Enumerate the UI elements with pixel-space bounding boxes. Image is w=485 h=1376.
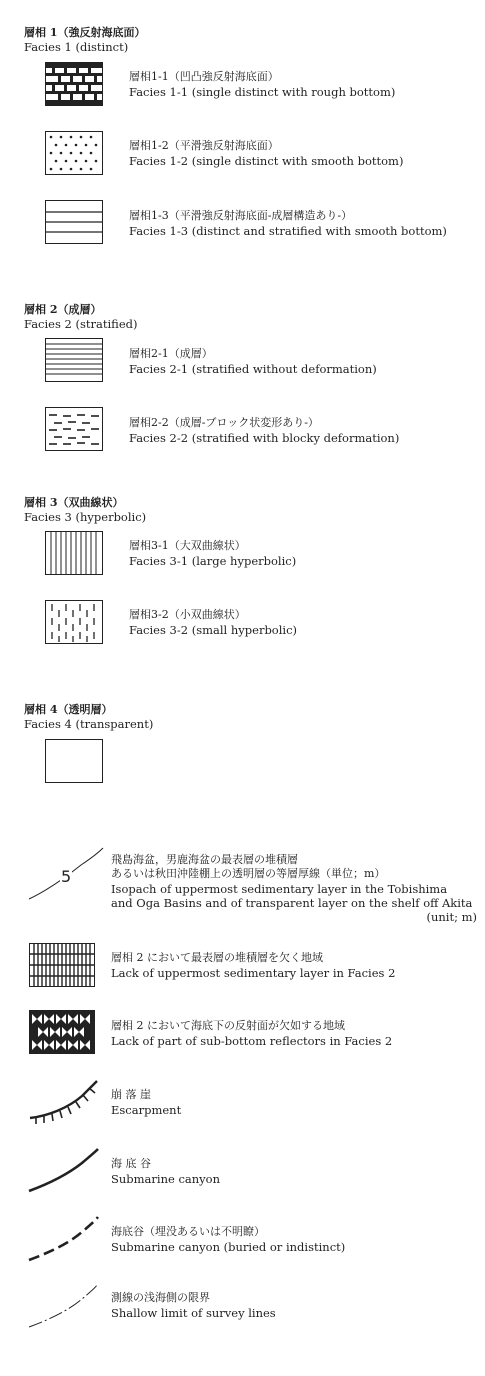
- pattern-small-hyperbolic-icon: [45, 600, 103, 644]
- buried-canyon-label-en: Submarine canyon (buried or indistinct): [111, 1240, 346, 1254]
- submarine-canyon-icon: [26, 1146, 102, 1196]
- isopach-value: 5: [61, 867, 72, 886]
- facies4-title-en: Facies 4 (transparent): [24, 717, 154, 731]
- facies2-1-label-en: Facies 2-1 (stratified without deformation): [129, 362, 377, 376]
- pattern-blocky-deformation-icon: [45, 407, 103, 451]
- facies2-title-jp: 層相 2（成層）: [24, 303, 102, 316]
- lack-uppermost-label-en: Lack of uppermost sedimentary layer in Facies 2: [111, 966, 396, 980]
- canyon-label-jp: 海 底 谷: [111, 1157, 151, 1170]
- facies3-1-label-en: Facies 3-1 (large hyperbolic): [129, 554, 297, 568]
- facies1-3-label-jp: 層相1-3（平滑強反射海底面-成層構造あり-）: [129, 209, 353, 222]
- facies3-2-label-en: Facies 3-2 (small hyperbolic): [129, 623, 298, 637]
- lack-reflectors-label-en: Lack of part of sub-bottom reflectors in Facies 2: [111, 1034, 393, 1048]
- isopach-unit: (unit; m): [426, 910, 477, 924]
- isopach-label-jp-1: 飛島海盆，男鹿海盆の最表層の堆積層: [111, 853, 298, 866]
- isopach-label-en-2: and Oga Basins and of transparent layer on the shelf off Akita: [111, 896, 473, 910]
- pattern-transparent-icon: [45, 739, 103, 783]
- facies2-1-label-jp: 層相2-1（成層）: [129, 347, 213, 360]
- pattern-lack-reflectors-icon: [29, 1010, 95, 1054]
- facies1-1-label-jp: 層相1-1（凹凸強反射海底面）: [129, 70, 279, 83]
- facies2-2-label-en: Facies 2-2 (stratified with blocky deformation): [129, 431, 400, 445]
- facies3-2-label-jp: 層相3-2（小双曲線状）: [129, 608, 246, 621]
- survey-limit-icon: [26, 1281, 102, 1333]
- facies1-title-en: Facies 1 (distinct): [24, 40, 129, 54]
- survey-limit-label-en: Shallow limit of survey lines: [111, 1306, 276, 1320]
- survey-limit-label-jp: 測線の浅海側の限界: [111, 1291, 210, 1304]
- facies2-2-label-jp: 層相2-2（成層-ブロック状変形あり-）: [129, 416, 319, 429]
- pattern-stratified-icon: [45, 338, 103, 382]
- isopach-label-en-1: Isopach of uppermost sedimentary layer in the Tobishima: [111, 882, 448, 896]
- facies3-title-jp: 層相 3（双曲線状）: [24, 496, 124, 509]
- pattern-lack-uppermost-icon: [29, 943, 95, 987]
- facies1-2-label-jp: 層相1-2（平滑強反射海底面）: [129, 139, 279, 152]
- pattern-large-hyperbolic-icon: [45, 531, 103, 575]
- lack-uppermost-label-jp: 層相 2 において最表層の堆積層を欠く地域: [111, 951, 323, 964]
- buried-canyon-icon: [26, 1214, 102, 1266]
- lack-reflectors-label-jp: 層相 2 において海底下の反射面が欠如する地域: [111, 1019, 345, 1032]
- pattern-stratified-smooth-icon: [45, 200, 103, 244]
- facies1-title-jp: 層相 1（強反射海底面）: [24, 26, 146, 39]
- facies1-1-label-en: Facies 1-1 (single distinct with rough bottom): [129, 85, 396, 99]
- facies1-3-label-en: Facies 1-3 (distinct and stratified with smooth bottom): [129, 224, 447, 238]
- facies3-title-en: Facies 3 (hyperbolic): [24, 510, 147, 524]
- facies3-1-label-jp: 層相3-1（大双曲線状）: [129, 539, 246, 552]
- canyon-label-en: Submarine canyon: [111, 1172, 220, 1186]
- facies2-title-en: Facies 2 (stratified): [24, 317, 138, 331]
- pattern-smooth-bottom-icon: [45, 131, 103, 175]
- facies1-2-label-en: Facies 1-2 (single distinct with smooth bottom): [129, 154, 404, 168]
- escarpment-icon: [26, 1078, 102, 1128]
- pattern-rough-bottom-icon: [45, 62, 103, 106]
- isopach-label-jp-2: あるいは秋田沖陸棚上の透明層の等層厚線（単位；m）: [111, 867, 386, 880]
- escarpment-label-en: Escarpment: [111, 1103, 182, 1117]
- buried-canyon-label-jp: 海底谷（埋没あるいは不明瞭）: [111, 1225, 265, 1238]
- facies4-title-jp: 層相 4（透明層）: [24, 703, 113, 716]
- escarpment-label-jp: 崩 落 崖: [111, 1088, 151, 1101]
